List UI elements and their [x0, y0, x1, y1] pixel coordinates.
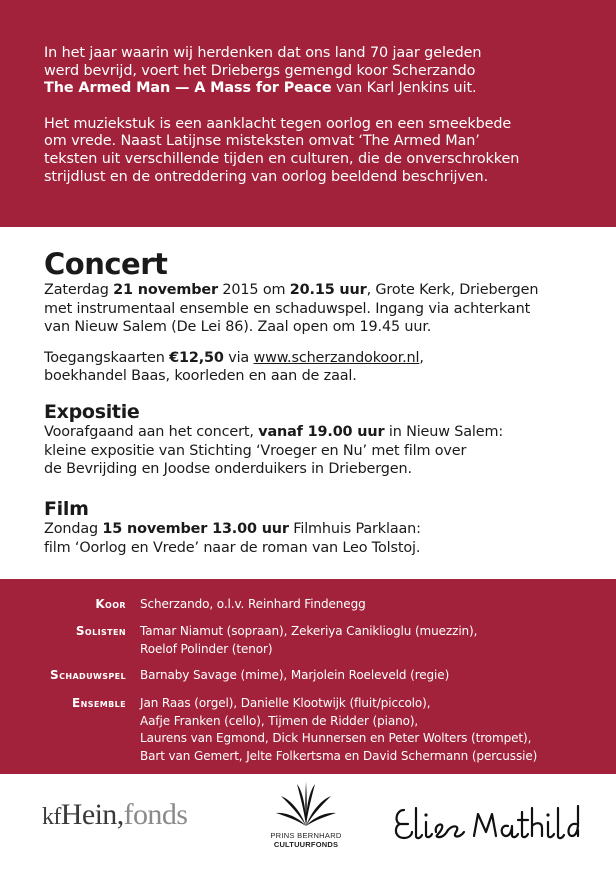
expositie-section [44, 401, 604, 479]
film-heading: Film [44, 498, 89, 520]
concert-info [44, 281, 604, 337]
concert-line3: van Nieuw Salem (De Lei 86). Zaal open om 19.45 uur. [44, 319, 432, 336]
intro-paragraph-1 [44, 45, 576, 98]
concert-date: 21 november [113, 282, 218, 298]
credit-line: Roelof Polinder (tenor) [140, 641, 273, 656]
film-day: Zondag [44, 521, 103, 537]
tickets-prefix: Toegangskaarten [44, 349, 170, 366]
tickets-line2: boekhandel Baas, koorleden en aan de zaal. [44, 368, 357, 385]
credit-label: Schaduwspel [50, 668, 126, 682]
credit-label: Solisten [75, 624, 126, 638]
concert-heading: Concert [44, 247, 168, 281]
ticket-price: €12,50 [169, 349, 224, 366]
event-details [0, 227, 616, 579]
intro-paragraph-2 [44, 116, 576, 187]
elise-mathilde-signature-icon [390, 802, 580, 846]
intro-p2-line3: teksten uit verschillende tijden en culturen, die de onverschrokken [44, 151, 520, 168]
credit-value [140, 596, 610, 614]
concert-time: 20.15 uur [289, 282, 367, 298]
credit-value [140, 667, 610, 685]
intro-p1-line1: In het jaar waarin wij herdenken dat ons land 70 jaar geleden [44, 45, 482, 61]
bernhard-text-2: CULTUURFONDS [273, 840, 339, 849]
credit-line: Scherzando, o.l.v. Reinhard Findenegg [140, 597, 366, 611]
credit-label: Koor [95, 597, 126, 611]
film-datetime: 15 november 13.00 uur [102, 521, 289, 537]
leaf-fan-icon [275, 780, 337, 828]
credit-line: Bart van Gemert, Jelte Folkertsma en David Schermann (percussie) [140, 748, 538, 763]
expositie-line2: kleine expositie van Stichting ‘Vroeger en Nu’ met film over [44, 442, 467, 459]
film-info [44, 520, 604, 557]
expositie-location: in Nieuw Salem: [384, 424, 504, 440]
tickets-comma: , [419, 349, 424, 366]
credit-value [140, 623, 610, 658]
intro-band [0, 0, 616, 227]
concert-day: Zaterdag [44, 282, 114, 298]
expositie-heading: Expositie [44, 401, 140, 423]
intro-p2-line2: om vrede. Naast Latijnse misteksten omvat ‘The Armed Man’ [44, 133, 480, 150]
website-link[interactable]: www.scherzandokoor.nl [253, 349, 420, 366]
credit-line: Aafje Franken (cello), Tijmen de Ridder (piano), [140, 713, 419, 728]
expositie-line3: de Bevrijding en Joodse onderduikers in Driebergen. [44, 461, 412, 478]
concert-section [44, 247, 604, 386]
film-location: Filmhuis Parklaan: [288, 521, 421, 537]
kfhein-kf: kf [42, 804, 61, 830]
credit-label: Ensemble [72, 696, 126, 710]
expositie-time: vanaf 19.00 uur [258, 424, 385, 440]
sponsor-logos [0, 774, 616, 873]
kfhein-fonds-logo [42, 798, 187, 832]
credit-line: Jan Raas (orgel), Danielle Klootwijk (fluit/piccolo), [140, 696, 431, 710]
kfhein-hein: Hein, [60, 798, 124, 831]
work-title: The Armed Man — A Mass for Peace [44, 80, 332, 97]
credit-line: Laurens van Egmond, Dick Hunnersen en Peter Wolters (trompet), [140, 731, 532, 745]
elise-mathilde-logo [390, 802, 580, 846]
expositie-line1-prefix: Voorafgaand aan het concert, [44, 424, 259, 440]
film-section [44, 498, 604, 557]
concert-line2: met instrumentaal ensemble en schaduwspel. Ingang via achterkant [44, 300, 531, 317]
film-line2: film ‘Oorlog en Vrede’ naar de roman van Leo Tolstoj. [44, 539, 421, 556]
credit-value [140, 695, 610, 765]
tickets-via: via [223, 349, 254, 366]
intro-p1-line2: werd bevrijd, voert het Driebergs gemengd koor Scherzando [44, 62, 476, 79]
bernhard-text-1: PRINS BERNHARD [270, 831, 342, 840]
intro-p2-line1: Het muziekstuk is een aanklacht tegen oorlog en een smeekbede [44, 115, 512, 132]
prins-bernhard-cultuurfonds-logo [266, 780, 346, 849]
intro-p2-line4: strijdlust en de ontreddering van oorlog beeldend beschrijven. [44, 168, 489, 185]
credit-line: Barnaby Savage (mime), Marjolein Roeleveld (regie) [140, 668, 450, 682]
concert-location: , Grote Kerk, Driebergen [366, 282, 539, 298]
concert-year: 2015 om [217, 282, 290, 298]
expositie-info [44, 423, 604, 479]
tickets-info [44, 349, 604, 386]
intro-p1-composer: van Karl Jenkins uit. [331, 80, 477, 97]
credit-line: Tamar Niamut (sopraan), Zekeriya Caniklioglu (muezzin), [140, 624, 478, 638]
credits-band [0, 579, 616, 774]
kfhein-fonds: fonds [123, 798, 188, 831]
